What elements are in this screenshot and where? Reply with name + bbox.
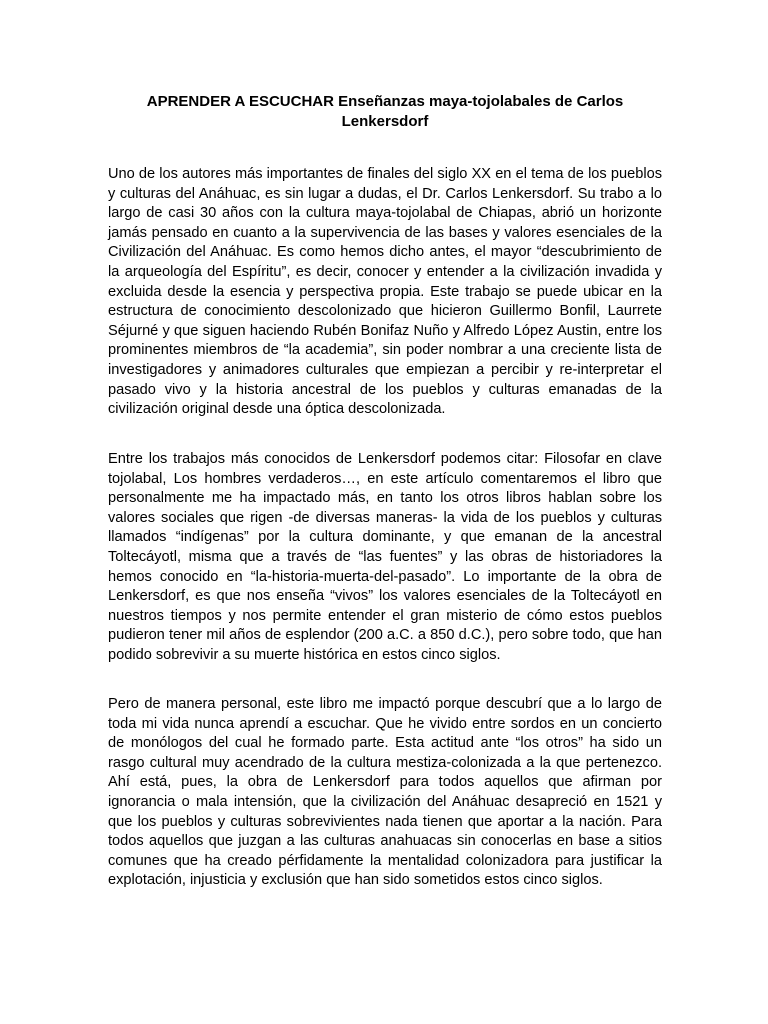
paragraph-2: Entre los trabajos más conocidos de Lenkersdorf podemos citar: Filosofar en clave tojolabal, Los hombres verdaderos…, en este artículo comentaremos el libro que personalmente me ha impactado más, en tanto los otros libros hablan sobre los valores sociales que rigen -de diversas maneras- la vida de los pueblos y culturas llamados “indígenas” por la cultura dominante, y que emanan de la ancestral Toltecáyotl, misma que a través de “las fuentes” y las obras de historiadores la hemos conocido en “la-historia-muerta-del-pasado”. Lo importante de la obra de Lenkersdorf, es que nos enseña “vivos” los valores esenciales de la Toltecáyotl en nuestros tiempos y nos permite entender el gran misterio de cómo estos pueblos pudieron tener mil años de esplendor (200 a.C. a 850 d.C.), pero sobre todo, que han podido sobrevivir a su muerte histórica en estos cinco siglos.: [108, 451, 662, 663]
paragraph-1: Uno de los autores más importantes de finales del siglo XX en el tema de los pueblos y culturas del Anáhuac, es sin lugar a dudas, el Dr. Carlos Lenkersdorf. Su trabo a lo largo de casi 30 años con la cultura maya-tojolabal de Chiapas, abrió un horizonte jamás pensado en cuanto a la supervivencia de las bases y valores esenciales de la Civilización del Anáhuac. Es como hemos dicho antes, el mayor “descubrimiento de la arqueología del Espíritu”, es decir, conocer y entender a la civilización invadida y excluida desde la esencia y perspectiva propia. Este trabajo se puede ubicar en la estructura de conocimiento descolonizado que hicieron Guillermo Bonfil, Laurrete Séjurné y que siguen haciendo Rubén Bonifaz Nuño y Alfredo López Austin, entre los prominentes miembros de “la academia”, sin poder nombrar a una creciente lista de investigadores y animadores culturales que empiezan a percibir y re-interpretar el pasado vivo y la historia ancestral de los pueblos y culturas emanadas de la civilización original desde una óptica descolonizada.: [108, 166, 662, 418]
paragraph-3: Pero de manera personal, este libro me impactó porque descubrí que a lo largo de toda mi vida nunca aprendí a escuchar. Que he vivido entre sordos en un concierto de monólogos del cual he formado parte. Esta actitud ante “los otros” ha sido un rasgo cultural muy acendrado de la cultura mestiza-colonizada a la que pertenezco. Ahí está, pues, la obra de Lenkersdorf para todos aquellos que afirman por ignorancia o mala intensión, que la civilización del Anáhuac desapreció en 1521 y que los pueblos y culturas sobrevivientes nada tienen que aportar a la nación. Para todos aquellos que juzgan a las culturas anahuacas sin conocerlas en base a sitios comunes que ha creado pérfidamente la mentalidad colonizadora para justificar la explotación, injusticia y exclusión que han sido sometidos estos cinco siglos.: [108, 696, 662, 889]
document-title: APRENDER A ESCUCHAR Enseñanzas maya-tojolabales de Carlos Lenkersdorf: [146, 93, 624, 130]
